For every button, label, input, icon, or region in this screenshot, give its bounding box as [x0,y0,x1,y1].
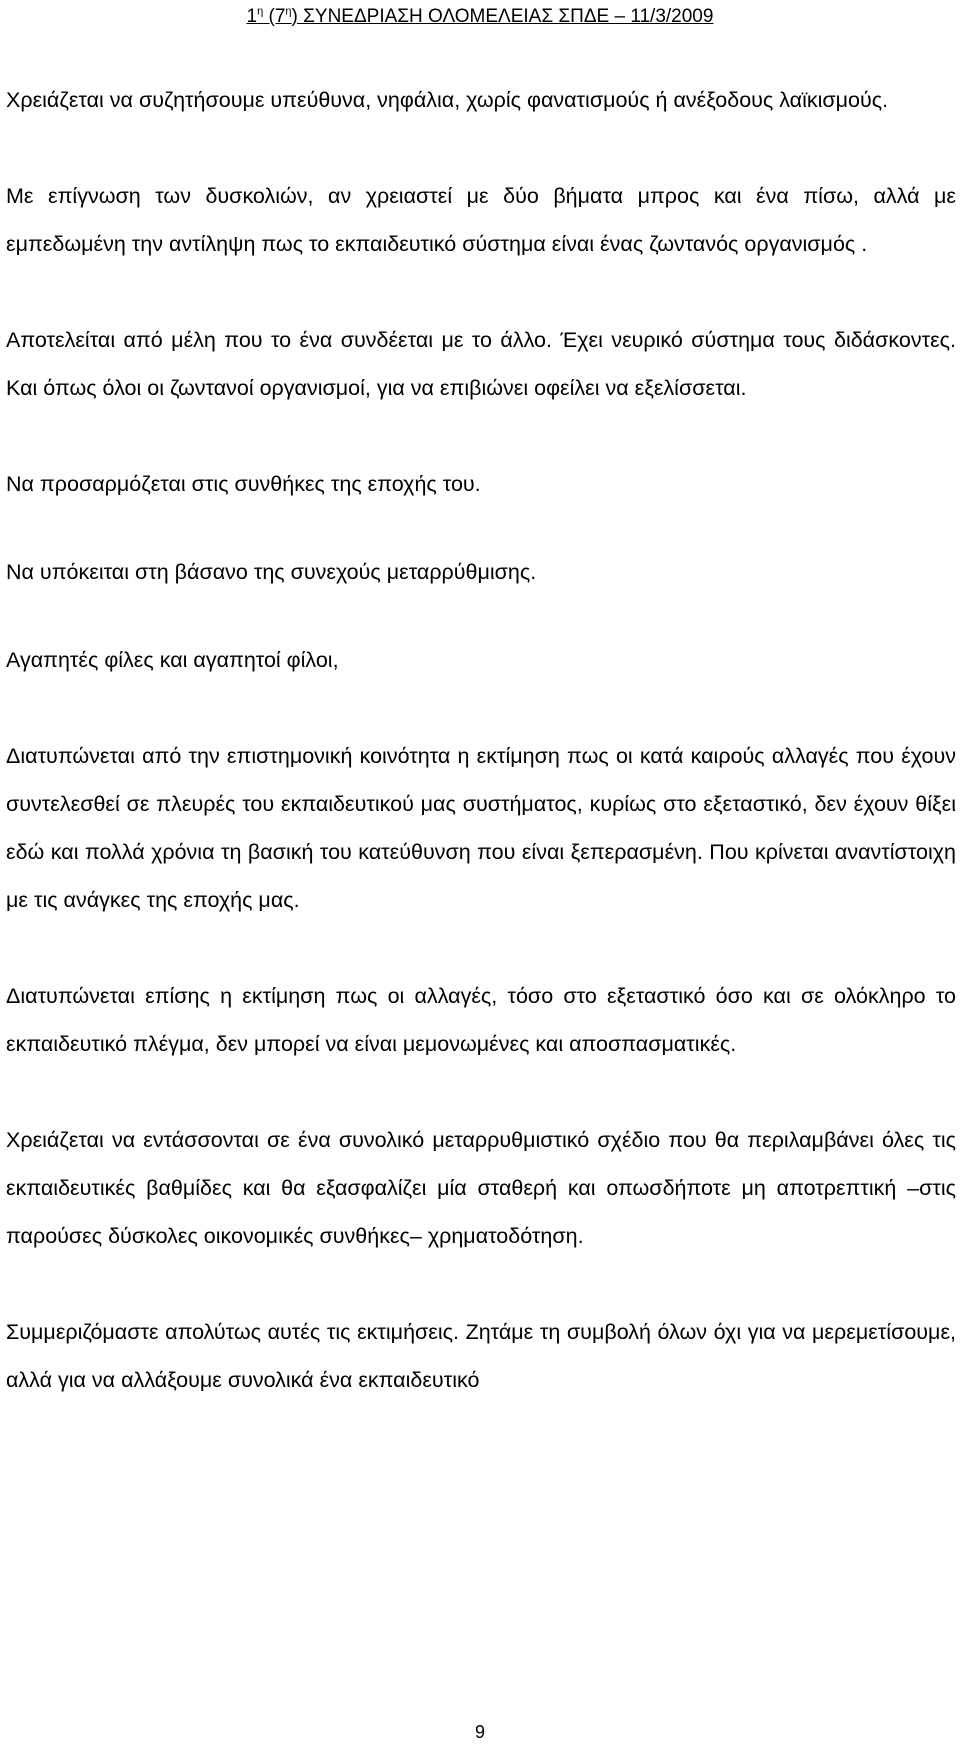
header-session-open: (7 [263,6,286,27]
header-superscript-1: η [257,5,264,18]
paragraph-1: Χρειάζεται να συζητήσουμε υπεύθυνα, νηφάλια, χωρίς φανατισμούς ή ανέξοδους λαϊκισμούς. [6,88,889,112]
paragraph-8: Διατυπώνεται επίσης η εκτίμηση πως οι αλλαγές, τόσο στο εξεταστικό όσο και σε ολόκληρο το εκπαιδευτικό πλέγμα, δεν μπορεί να είναι μεμονωμένες και αποσπασματικές. [6,984,956,1056]
header-title: ) ΣΥΝΕΔΡΙΑΣΗ ΟΛΟΜΕΛΕΙΑΣ ΣΠΔΕ – 11/3/2009 [291,6,714,27]
page-header [0,4,960,30]
paragraph-3: Αποτελείται από μέλη που το ένα συνδέεται με το άλλο. Έχει νευρικό σύστημα τους διδάσκοντες. Και όπως όλοι οι ζωντανοί οργανισμοί, για να επιβιώνει οφείλει να εξελίσσεται. [6,328,956,400]
paragraph-2: Με επίγνωση των δυσκολιών, αν χρειαστεί με δύο βήματα μπρος και ένα πίσω, αλλά με εμπεδωμένη την αντίληψη πως το εκπαιδευτικό σύστημα είναι ένας ζωντανός οργανισμός . [6,184,956,256]
header-number: 1 [246,6,258,27]
paragraph-6: Αγαπητές φίλες και αγαπητοί φίλοι, [6,648,339,672]
paragraph-10: Συμμεριζόμαστε απολύτως αυτές τις εκτιμήσεις. Ζητάμε τη συμβολή όλων όχι για να μερεμετίσουμε, αλλά για να αλλάξουμε συνολικά ένα εκπαιδευτικό [6,1320,956,1392]
page-number: 9 [474,1722,485,1742]
paragraph-7: Διατυπώνεται από την επιστημονική κοινότητα η εκτίμηση πως οι κατά καιρούς αλλαγές που έχουν συντελεσθεί σε πλευρές του εκπαιδευτικού μας συστήματος, κυρίως στο εξεταστικό, δεν έχουν θίξει εδώ και πολλά χρόνια τη βασική του κατεύθυνση που είναι ξεπερασμένη. Που κρίνεται αναντίστοιχη με τις ανάγκες της εποχής μας. [6,744,956,912]
paragraph-4: Να προσαρμόζεται στις συνθήκες της εποχής του. [6,472,481,496]
header-superscript-2: η [285,5,292,18]
document-body [6,76,956,1452]
paragraph-5: Να υπόκειται στη βάσανο της συνεχούς μεταρρύθμισης. [6,560,537,584]
paragraph-9: Χρειάζεται να εντάσσονται σε ένα συνολικό μεταρρυθμιστικό σχέδιο που θα περιλαμβάνει όλες τις εκπαιδευτικές βαθμίδες και θα εξασφαλίζει μία σταθερή και οπωσδήποτε μη αποτρεπτική –στις παρούσες δύσκολες οικονομικές συνθήκες– χρηματοδότηση. [6,1128,956,1248]
